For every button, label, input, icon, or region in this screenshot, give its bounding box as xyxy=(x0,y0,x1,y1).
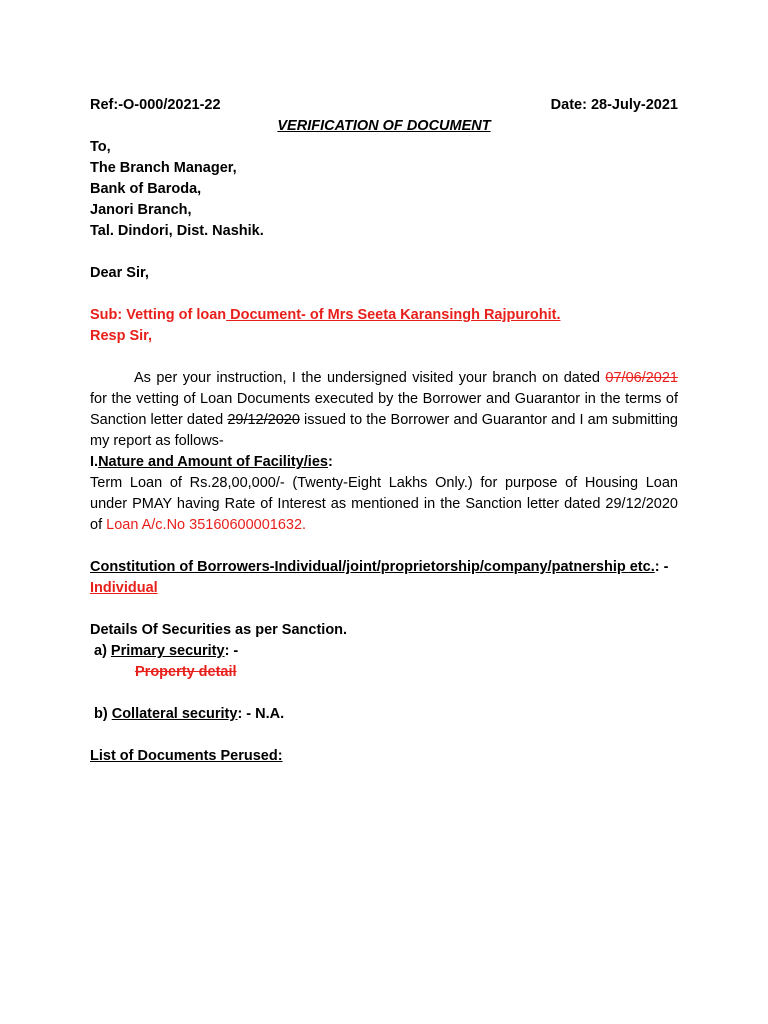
facility-paragraph xyxy=(90,473,678,536)
address-line-1: The Branch Manager, xyxy=(90,160,237,176)
letter-title: VERIFICATION OF DOCUMENT xyxy=(277,118,491,134)
documents-heading: List of Documents Perused: xyxy=(90,748,283,764)
subject-prefix: Sub: Vetting of loan xyxy=(90,307,227,323)
constitution-value: Individual xyxy=(90,580,158,596)
primary-security-line xyxy=(90,641,678,662)
primary-suffix: : - xyxy=(224,643,239,659)
letter-header xyxy=(90,95,678,116)
body-text-2: for the vetting of Loan Documents executed by the Borrower and Guarantor in the terms of Sanction letter dated xyxy=(90,391,678,428)
body-text-3: issued to the Borrower and Guarantor and I am submitting my report as follows- xyxy=(90,412,678,449)
body-text-1: As per your instruction, I the undersigned visited your branch on dated xyxy=(134,370,606,386)
address-line-3: Janori Branch, xyxy=(90,202,192,218)
primary-security-label: Primary security xyxy=(110,643,225,659)
facility-heading xyxy=(90,452,678,473)
collateral-security-line xyxy=(90,704,678,725)
subject-line xyxy=(90,305,678,326)
address-line-2: Bank of Baroda, xyxy=(90,181,202,197)
constitution-separator: : - xyxy=(654,559,669,575)
facility-colon: : xyxy=(327,454,333,470)
reference-number: Ref:-O-000/2021-22 xyxy=(90,97,221,113)
property-detail: Property detail xyxy=(135,664,237,680)
subject-borrower: Document- of Mrs Seeta Karansingh Rajpurohit. xyxy=(226,307,561,323)
facility-text: Term Loan of Rs.28,00,000/- (Twenty-Eight Lakhs Only.) for purpose of Housing Loan under PMAY having Rate of Interest as mentioned in the Sanction letter dated 29/12/2020 of xyxy=(90,475,678,533)
visit-date: 07/06/2021 xyxy=(605,370,678,386)
letter-date: Date: 28-July-2021 xyxy=(550,97,678,113)
loan-account-number: Loan A/c.No 35160600001632. xyxy=(106,517,307,533)
facility-heading-text: Nature and Amount of Facility/ies xyxy=(98,454,328,470)
recipient-address xyxy=(90,137,678,242)
constitution-heading: Constitution of Borrowers-Individual/joint/proprietorship/company/patnership etc. xyxy=(90,559,655,575)
facility-number: I. xyxy=(90,454,99,470)
collateral-suffix: : - N.A. xyxy=(237,706,285,722)
collateral-security-label: Collateral security xyxy=(111,706,238,722)
sanction-date: 29/12/2020 xyxy=(227,412,300,428)
greeting: Dear Sir, xyxy=(90,265,149,281)
resp-sir: Resp Sir, xyxy=(90,328,153,344)
address-line-4: Tal. Dindori, Dist. Nashik. xyxy=(90,223,264,239)
securities-heading: Details Of Securities as per Sanction. xyxy=(90,622,348,638)
letter-page xyxy=(90,95,678,767)
body-paragraph xyxy=(90,368,678,452)
address-to: To, xyxy=(90,139,111,155)
constitution-line xyxy=(90,557,678,599)
collateral-marker: b) xyxy=(94,706,112,722)
primary-marker: a) xyxy=(94,643,111,659)
